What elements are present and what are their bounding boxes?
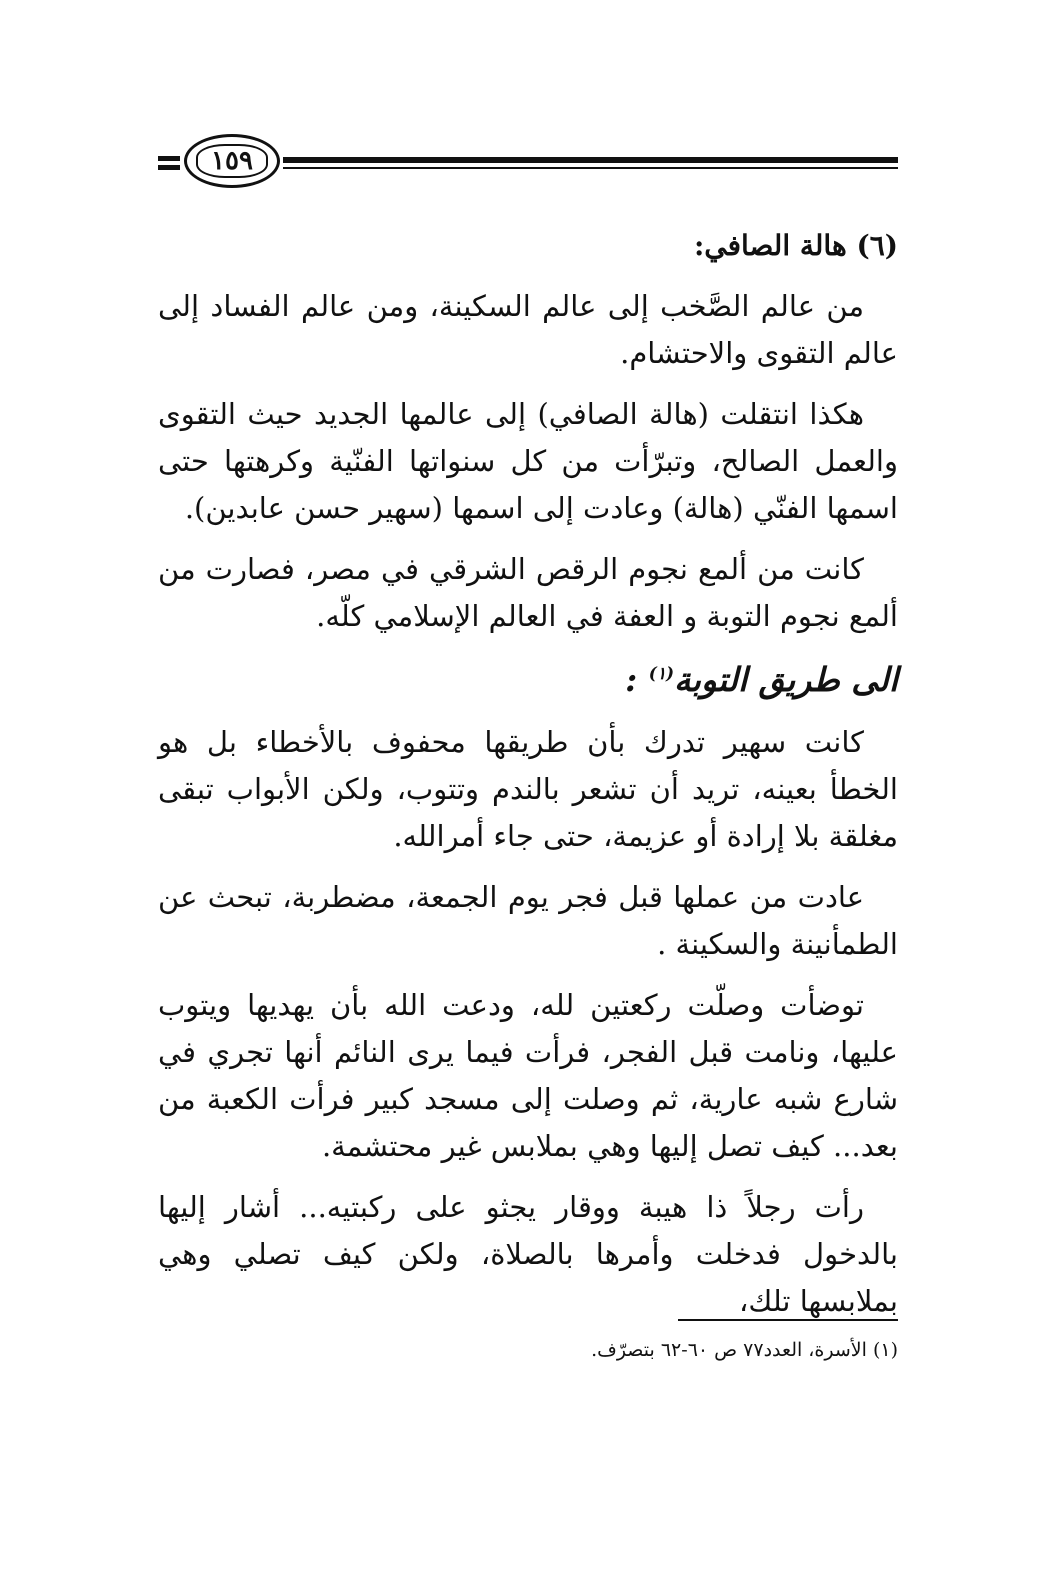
header-rule-stub (158, 156, 180, 161)
header-rule-thin (283, 167, 898, 169)
footnote: (١) الأسرة، العدد٧٧ ص ٦٠-٦٢ بتصرّف. (591, 1339, 898, 1361)
paragraph: من عالم الصَّخب إلى عالم السكينة، ومن عالم الفساد إلى عالم التقوى والاحتشام. (158, 289, 898, 370)
paragraph: هكذا انتقلت (هالة الصافي) إلى عالمها الجديد حيث التقوى والعمل الصالح، وتبرّأت من كل سنواتها الفنّية وكرهتها حتى اسمها الفنّي (هالة) وعادت إلى اسمها (سهير حسن عابدين). (158, 397, 898, 525)
page-number: ١٥٩ (211, 146, 253, 176)
heading-colon: : (625, 660, 638, 699)
section-heading (158, 656, 898, 703)
paragraph: كانت من ألمع نجوم الرقص الشرقي في مصر، فصارت من ألمع نجوم التوبة و العفة في العالم الإسلامي كلّه. (158, 552, 898, 633)
page-header (158, 132, 898, 192)
page-number-ornament (184, 134, 280, 188)
header-rule-stub (158, 165, 180, 170)
paragraph: عادت من عملها قبل فجر يوم الجمعة، مضطربة، تبحث عن الطمأنينة والسكينة . (158, 880, 898, 961)
section-heading: (٦) هالة الصافي: (693, 229, 898, 262)
section-path-of-repentance (158, 656, 898, 1325)
paragraph: كانت سهير تدرك بأن طريقها محفوف بالأخطاء بل هو الخطأ بعينه، تريد أن تشعر بالندم وتتوب، ولكن الأبواب تبقى مغلقة بلا إرادة أو عزيمة، حتى جاء أمرالله. (158, 725, 898, 853)
footnote-marker: (١) (648, 664, 674, 684)
section-hala-alsafi (158, 222, 898, 640)
header-rule-thick (283, 157, 898, 163)
heading-text: الى طريق التوبة (674, 660, 898, 699)
paragraph: رأت رجلاً ذا هيبة ووقار يجثو على ركبتيه... أشار إليها بالدخول فدخلت وأمرها بالصلاة، ولكن كيف تصلي وهي بملابسها تلك، (158, 1190, 898, 1318)
footnote-rule (678, 1319, 898, 1321)
paragraph: توضأت وصلّت ركعتين لله، ودعت الله بأن يهديها ويتوب عليها، ونامت قبل الفجر، فرأت فيما يرى النائم أنها تجري في شارع شبه عارية، ثم وصلت إلى مسجد كبير فرأت الكعبة من بعد... كيف تصل إليها وهي بملابس غير محتشمة. (158, 988, 898, 1163)
